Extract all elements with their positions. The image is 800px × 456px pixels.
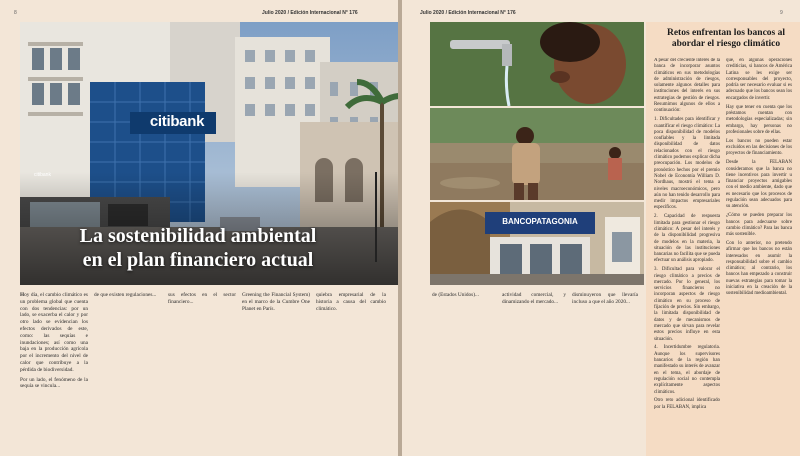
paragraph: quiebra empresarial de la historia a causa del cambio climático. [316,292,386,312]
paragraph: 1. Dificultades para identificar y cuantificar el riesgo climático: La poca disponibilidad de modelos confiables y la limitada disponibilidad de datos relacionados con el riesgo climático podemos explicar dicha preocupación. Los modelos de pronóstico hechos por el premio Nobel de Economía William D. Nordhaus, mostró el tema a niveles macroeconómicos, pero aún no han tenido desarrollo para medir impactos empresariales específicos. [654,117,720,211]
photo-woman-carrying-water [430,108,644,200]
right-column-1 [432,292,496,452]
right-page [402,0,800,456]
left-column-5 [316,292,386,452]
water-tap-illustration [430,22,644,106]
bank-facade-illustration [430,202,644,285]
paragraph: Desde la FELABAN consideramos que la banca no tiene incentivos para invertir u financiar proyectos amigables con el medio ambiente, dado que es necesario que los procesos de regulación sean adecuados para su atención. [726,160,792,210]
right-page-header: Julio 2020 / Edición Internacional N° 176 [420,10,516,16]
paragraph: de (Estados Unidos)... [432,292,479,298]
paragraph: Los bancos no pueden estar excluidos en las decisiones de los proyectos de financiamiento. [726,138,792,157]
paragraph: 4. Incertidumbre regulatoria. Aunque los supervisores bancarios de la región han manifestado su interés de avanzar en el tema, el abordaje de regulación social no contempla explícitamente aspectos climáticos. [654,345,720,395]
paragraph: disminuyeron que llevaría incluso a que el año 2020... [572,292,638,305]
right-page-number: 9 [780,10,783,16]
sidebar-box [646,22,800,456]
paragraph: 3. Dificultad para valorar el riesgo climático a precios de mercado. Por lo general, los servicios financieros no incorporan aspectos de riesgo climático en su proceso de fijación de precios. Sin embargo, la limitada disponibilidad de datos y de mecanismos de mercado que sirvan para revelar estos precios influye en esta situación. [654,267,720,342]
headline-line-1: La sostenibilidad ambiental [79,225,317,247]
sidebar-column-2 [726,58,792,452]
photo-collage [402,22,646,285]
citibank-sign: citibank [149,113,205,130]
paragraph: Hoy día, el cambio climático es un problema global que cuenta con dos tendencias: por un lado, se exacerba el calor y por otro lado se evidencian los efectos derivados de este, como: las sequías e inundaciones; así como una baja en la producción agrícola por el incremento del nivel de calor que contribuye a la pérdida de biodiversidad. [20,292,88,373]
paragraph: A pesar del creciente interés de la banca de incorporar asuntos climáticos en sus metodologías de administración de riesgos, solamente algunos detalles para instituciones del interés en sus estrategias de gestión de riesgos. Resumimos algunos de ellos a continuación: [654,58,720,114]
right-column-3 [572,292,638,452]
paragraph: ¿Cómo se pueden preparar los bancos para adecuarse sobre cambio climático? Para las banca más sostenible. [726,213,792,238]
left-column-1 [20,292,88,452]
citibank-small-sign: citibank [34,172,51,178]
left-column-4 [242,292,310,452]
sidebar-title: Retos enfrentan los bancos al abordar el riesgo climático [666,28,786,49]
paragraph: Por un lado, el fenómeno de la sequía se vincula... [20,376,88,390]
paragraph: Greening the Financial System) en el marco de la Cumbre One Planet en París. [242,292,310,312]
left-page-number: 8 [14,10,17,16]
paragraph: de que existen regulaciones... [94,292,157,298]
paragraph: actividad comercial, y dinamizando el mercado... [502,292,566,305]
headline-line-2: en el plan financiero actual [82,249,314,271]
paragraph: Otro reto adicional identificado por la FELABAN, implica [654,398,720,410]
paragraph: Hay que tener en cuenta que los préstamos cuentan con metodologías especializadas; sin embargo, hay personas no profesionales sobre de ellas. [726,104,792,135]
paragraph: que, en algunas operaciones crediticias, si bancos de América Latina se les exige ser corresponsables del proyecto, podría ser necesario evaluar si es adecuado que los bancos sean los encargados de invertir. [726,58,792,101]
paragraph: sus efectos en el sector financiero... [168,292,236,305]
left-page [0,0,398,456]
left-page-header: Julio 2020 / Edición Internacional N° 176 [262,10,358,16]
photo-water-tap [430,22,644,106]
article-headline [28,224,368,272]
bancopatagonia-sign: BANCOPATAGONIA [502,217,578,226]
sidebar-column-1 [654,58,720,452]
left-column-3 [168,292,236,452]
photo-bancopatagonia [430,202,644,285]
right-column-2 [502,292,566,452]
flood-scene-illustration [430,108,644,200]
paragraph: 2. Capacidad de respuesta limitada para gestionar el riesgo climático: A pesar del interés y de la disponibilidad progresiva de modelos en la materia, la situación de las instituciones bancarias no facilita que se pueda efectuar un análisis apropiado. [654,214,720,264]
left-column-2 [94,292,162,452]
paragraph: Con lo anterior, no pretendo afirmar que los bancos no están interesados en asumir la responsabilidad sobre el cambio climático; al contrario, los bancos han empezado a construir nuevas estrategias para tomar la iniciativa en la creación de la sostenibilidad medioambiental. [726,240,792,297]
